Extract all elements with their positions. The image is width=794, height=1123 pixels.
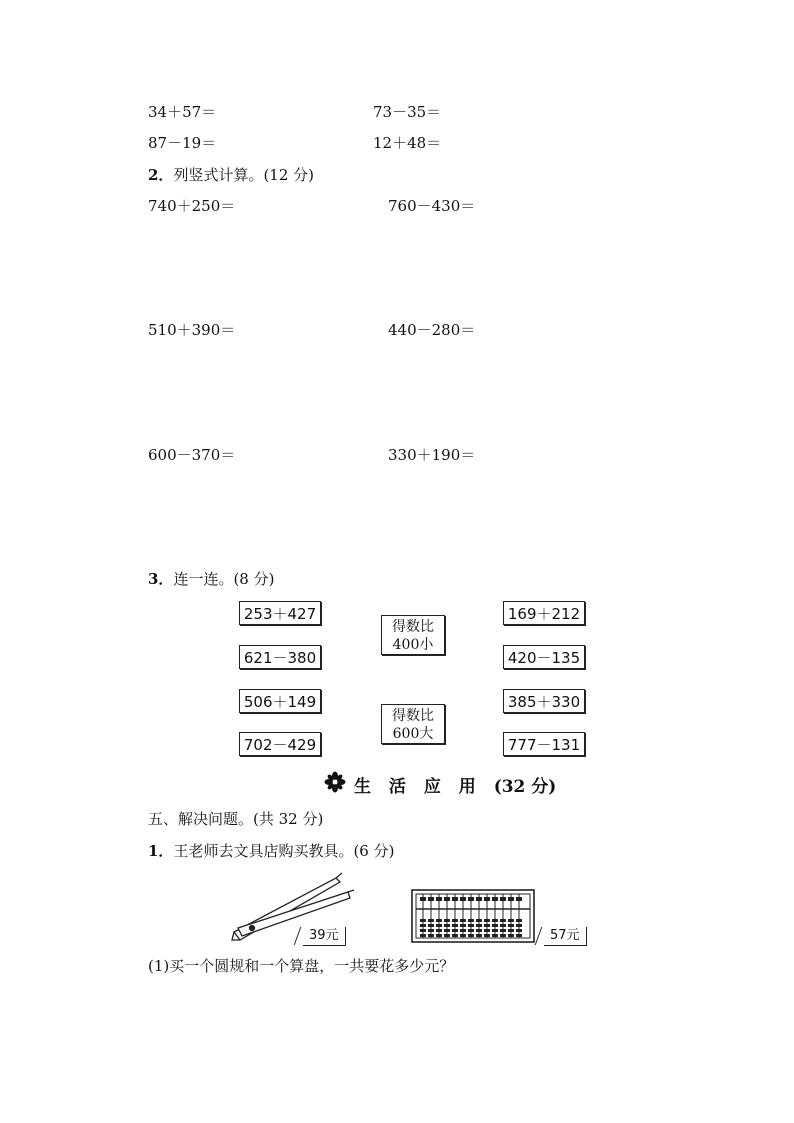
- match-left-3[interactable]: 506＋149: [239, 689, 321, 713]
- middle-line1: 得数比: [392, 619, 434, 635]
- question-5-heading: [148, 810, 323, 828]
- question-5-1-heading: [148, 842, 394, 860]
- flower-icon: [324, 771, 346, 793]
- match-left-2[interactable]: 621－380: [239, 645, 321, 669]
- match-middle-2[interactable]: [381, 704, 445, 744]
- section-title-text: 生 活 应 用: [354, 777, 482, 797]
- question-number: 2．: [148, 166, 174, 184]
- vertical-calc-1-left: 740＋250＝: [148, 197, 236, 215]
- question-score: (共 32 分): [253, 810, 324, 828]
- vertical-calc-2-right: 440－280＝: [388, 321, 476, 339]
- section-title: [354, 772, 556, 797]
- vertical-calc-3-right: 330＋190＝: [388, 446, 476, 464]
- match-middle-1[interactable]: [381, 615, 445, 655]
- question-title: 连一连。: [173, 570, 234, 588]
- question-score: (6 分): [353, 842, 395, 860]
- match-left-4[interactable]: 702－429: [239, 732, 321, 756]
- question-number: 3．: [148, 570, 174, 588]
- middle-line1: 得数比: [392, 708, 434, 724]
- vertical-calc-1-right: 760－430＝: [388, 197, 476, 215]
- question-2-heading: [148, 166, 314, 184]
- question-title: 五、解决问题。: [148, 810, 254, 828]
- question-number: 1．: [148, 842, 174, 860]
- section-score: (32 分): [493, 777, 557, 797]
- match-right-1[interactable]: 169＋212: [503, 601, 585, 625]
- compass-price-tag: 39元: [303, 927, 346, 946]
- expr-73-minus-35: 73－35＝: [373, 103, 442, 121]
- question-3-heading: [148, 570, 274, 588]
- abacus-icon: [411, 889, 535, 943]
- expr-87-minus-19: 87－19＝: [148, 134, 217, 152]
- question-title: 列竖式计算。: [173, 166, 264, 184]
- vertical-calc-3-left: 600－370＝: [148, 446, 236, 464]
- question-title: 王老师去文具店购买教具。: [173, 842, 354, 860]
- match-left-1[interactable]: 253＋427: [239, 601, 321, 625]
- match-right-4[interactable]: 777－131: [503, 732, 585, 756]
- middle-line2: 400小: [392, 637, 434, 653]
- middle-line2: 600大: [392, 726, 434, 742]
- match-right-3[interactable]: 385＋330: [503, 689, 585, 713]
- question-score: (8 分): [233, 570, 275, 588]
- expr-12-plus-48: 12＋48＝: [373, 134, 442, 152]
- vertical-calc-2-left: 510＋390＝: [148, 321, 236, 339]
- expr-34-plus-57: 34＋57＝: [148, 103, 217, 121]
- match-right-2[interactable]: 420－135: [503, 645, 585, 669]
- abacus-price-tag: 57元: [544, 927, 587, 946]
- question-score: (12 分): [263, 166, 315, 184]
- sub-question-1: (1)买一个圆规和一个算盘，一共要花多少元？: [148, 957, 455, 975]
